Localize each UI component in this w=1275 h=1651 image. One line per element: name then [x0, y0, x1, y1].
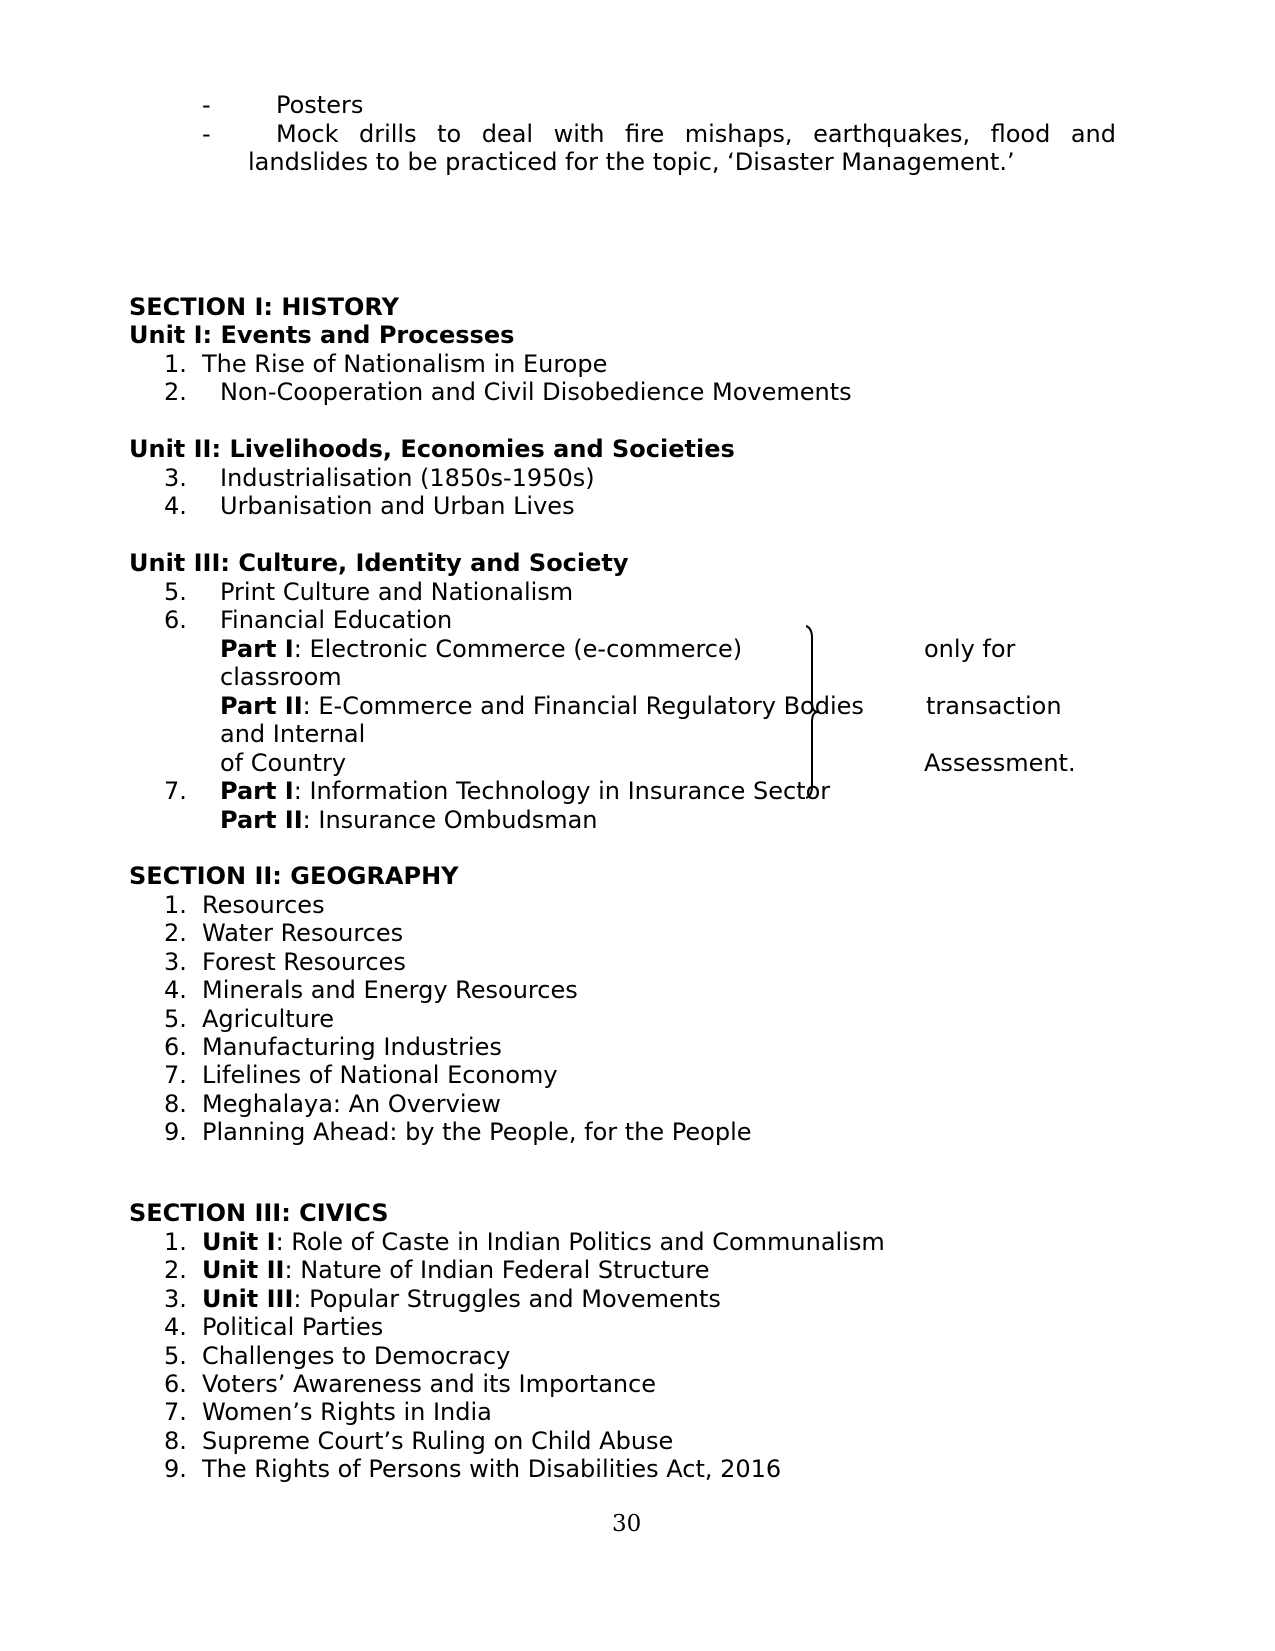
list-item [202, 1285, 721, 1314]
list-item: Lifelines of National Economy [202, 1061, 558, 1089]
list-item: Planning Ahead: by the People, for the People [202, 1118, 752, 1146]
unit-text: : Nature of Indian Federal Structure [284, 1256, 710, 1284]
unit-text: : Popular Struggles and Movements [293, 1285, 721, 1313]
part2-wrap: and Internal [220, 720, 366, 748]
list-num: 3. [164, 1285, 187, 1313]
part-text: : E-Commerce and Financial Regulatory Bodies [302, 692, 864, 720]
unit3-title: Unit III: Culture, Identity and Society [129, 549, 629, 577]
part-label: Part I [220, 635, 294, 663]
list-item: Urbanisation and Urban Lives [220, 492, 575, 520]
list-item: Minerals and Energy Resources [202, 976, 578, 1004]
list-num: 9. [164, 1455, 187, 1483]
part-label: Part II [220, 806, 303, 834]
section-history-heading: SECTION I: HISTORY [129, 293, 399, 321]
list-num: 4. [164, 976, 187, 1004]
list-num: 5. [164, 578, 187, 606]
part-text: : Information Technology in Insurance Sector [293, 777, 831, 805]
bullet-dash: - [202, 120, 211, 148]
list-num: 1. [164, 891, 187, 919]
part-label: Part I [220, 777, 294, 805]
word: flood [990, 120, 1051, 148]
list-item: Water Resources [202, 919, 404, 947]
unit-label: Unit II [202, 1256, 285, 1284]
word: deal [481, 120, 534, 148]
list-item: Challenges to Democracy [202, 1342, 511, 1370]
word: Mock [276, 120, 339, 148]
bullet-mock-drills-line1 [276, 120, 1116, 149]
list-item: Print Culture and Nationalism [220, 578, 574, 606]
unit2-title: Unit II: Livelihoods, Economies and Societies [129, 435, 735, 463]
list-num: 8. [164, 1427, 187, 1455]
list-item [202, 1228, 885, 1257]
list-num: 2. [164, 919, 187, 947]
side-note-line2: transaction [926, 692, 1062, 720]
list-item: Forest Resources [202, 948, 406, 976]
list-num: 5. [164, 1342, 187, 1370]
list-item: Non-Cooperation and Civil Disobedience Movements [220, 378, 852, 406]
part1-wrap: classroom [220, 663, 342, 691]
list-num: 6. [164, 606, 187, 634]
item7-part2 [220, 806, 598, 835]
page-number: 30 [612, 1511, 642, 1537]
list-item: Supreme Court’s Ruling on Child Abuse [202, 1427, 674, 1455]
item7-part1 [220, 777, 830, 806]
section-civics-heading: SECTION III: CIVICS [129, 1199, 389, 1227]
list-item: Resources [202, 891, 325, 919]
list-num: 4. [164, 1313, 187, 1341]
word: fire [624, 120, 665, 148]
list-num: 6. [164, 1370, 187, 1398]
list-num: 2. [164, 1256, 187, 1284]
list-item: Agriculture [202, 1005, 334, 1033]
list-num: 7. [164, 1398, 187, 1426]
list-item: Financial Education [220, 606, 453, 634]
unit-text: : Role of Caste in Indian Politics and Communalism [275, 1228, 885, 1256]
list-item: The Rise of Nationalism in Europe [202, 350, 608, 378]
bullet-posters: Posters [276, 91, 364, 119]
list-item: Political Parties [202, 1313, 384, 1341]
unit1-title: Unit I: Events and Processes [129, 321, 515, 349]
word: drills [358, 120, 417, 148]
list-num: 1. [164, 1228, 187, 1256]
list-num: 7. [164, 1061, 187, 1089]
list-num: 7. [164, 777, 187, 805]
part-text: : Insurance Ombudsman [302, 806, 598, 834]
list-num: 2. [164, 378, 187, 406]
part2-line3: of Country [220, 749, 347, 777]
list-num: 4. [164, 492, 187, 520]
side-note-line1: only for [924, 635, 1016, 663]
part-label: Part II [220, 692, 303, 720]
bullet-mock-drills-line2: landslides to be practiced for the topic, ‘Disaster Management.’ [248, 148, 1015, 176]
list-item: Industrialisation (1850s-1950s) [220, 464, 595, 492]
list-num: 8. [164, 1090, 187, 1118]
list-num: 6. [164, 1033, 187, 1061]
section-geography-heading: SECTION II: GEOGRAPHY [129, 862, 459, 890]
side-note-line3: Assessment. [924, 749, 1076, 777]
word: mishaps, [684, 120, 793, 148]
list-num: 1. [164, 350, 187, 378]
list-num: 3. [164, 948, 187, 976]
bullet-dash: - [202, 91, 211, 119]
unit-label: Unit I [202, 1228, 276, 1256]
list-num: 5. [164, 1005, 187, 1033]
list-item: Women’s Rights in India [202, 1398, 492, 1426]
word: to [437, 120, 462, 148]
list-num: 9. [164, 1118, 187, 1146]
word: and [1070, 120, 1116, 148]
curly-brace [806, 624, 836, 800]
list-item: Manufacturing Industries [202, 1033, 502, 1061]
list-item [202, 1256, 710, 1285]
word: with [553, 120, 605, 148]
part2-line [220, 692, 864, 721]
unit-label: Unit III [202, 1285, 294, 1313]
list-item: Meghalaya: An Overview [202, 1090, 501, 1118]
list-item: The Rights of Persons with Disabilities Act, 2016 [202, 1455, 782, 1483]
word: earthquakes, [813, 120, 971, 148]
part-text: : Electronic Commerce (e-commerce) [293, 635, 743, 663]
list-item: Voters’ Awareness and its Importance [202, 1370, 657, 1398]
part1-line [220, 635, 742, 664]
list-num: 3. [164, 464, 187, 492]
